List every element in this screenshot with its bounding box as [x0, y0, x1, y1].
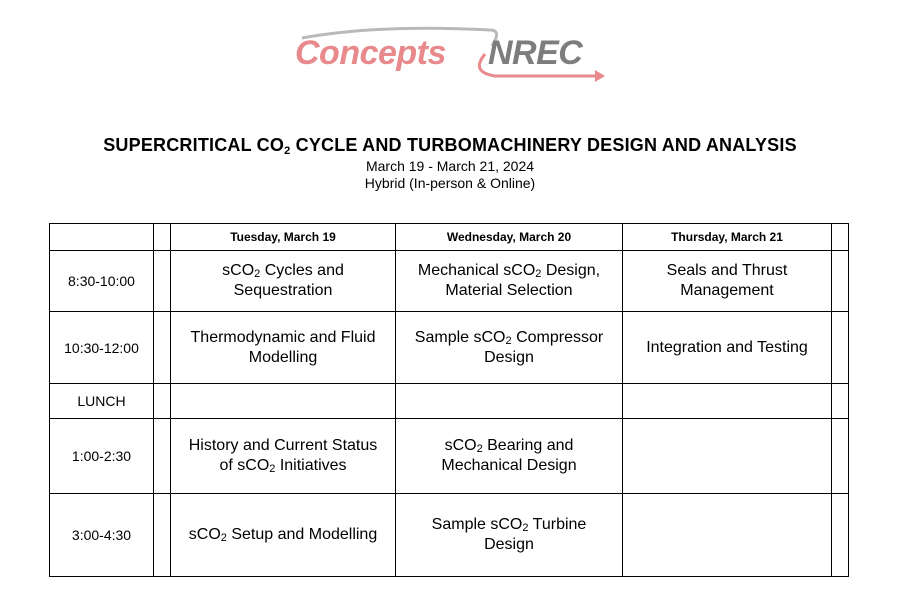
spacer-cell [832, 224, 849, 251]
subscript: 2 [476, 443, 483, 455]
header-time-cell [50, 224, 154, 251]
spacer-cell [154, 494, 171, 577]
spacer-cell [832, 419, 849, 494]
schedule-table [49, 223, 849, 577]
time-slot: 8:30-10:00 [50, 251, 154, 312]
session-cell: Seals and Thrust Management [623, 251, 832, 312]
session-cell [171, 384, 396, 419]
subscript: 2 [522, 522, 529, 534]
concepts-nrec-logo [290, 24, 610, 86]
session-cell: Thermodynamic and Fluid Modelling [171, 312, 396, 384]
course-dates: March 19 - March 21, 2024 [365, 158, 535, 174]
spacer-cell [154, 419, 171, 494]
subscript: 2 [269, 463, 276, 475]
session-cell: Sample sCO$_2$ Turbine Design [396, 494, 623, 577]
subscript: 2 [535, 268, 542, 280]
spacer-cell [154, 251, 171, 312]
title-subscript: 2 [284, 145, 291, 157]
subscript: 2 [220, 532, 227, 544]
spacer-cell [154, 224, 171, 251]
spacer-cell [832, 494, 849, 577]
session-cell: History and Current Status of sCO$_2$ Initiatives [171, 419, 396, 494]
spacer-cell [832, 384, 849, 419]
subscript: 2 [254, 268, 261, 280]
session-cell [623, 384, 832, 419]
logo-word-nrec: NREC [488, 34, 583, 72]
spacer-cell [832, 312, 849, 384]
session-cell: Sample sCO$_2$ Compressor Design [396, 312, 623, 384]
day-header: Wednesday, March 20 [396, 224, 623, 251]
spacer-cell [154, 312, 171, 384]
schedule-row [50, 312, 849, 384]
day-header: Thursday, March 21 [623, 224, 832, 251]
session-cell: sCO$_2$ Bearing and Mechanical Design [396, 419, 623, 494]
time-slot: LUNCH [50, 384, 154, 419]
schedule-header-row [50, 224, 849, 251]
title-part-2: CYCLE AND TURBOMACHINERY DESIGN AND ANALYSIS [290, 135, 797, 155]
spacer-cell [154, 384, 171, 419]
session-cell [623, 494, 832, 577]
session-cell: Mechanical sCO$_2$ Design, Material Selection [396, 251, 623, 312]
logo-word-concepts: Concepts [295, 34, 446, 72]
day-header: Tuesday, March 19 [171, 224, 396, 251]
time-slot: 10:30-12:00 [50, 312, 154, 384]
schedule-row [50, 384, 849, 419]
schedule-row [50, 419, 849, 494]
schedule-row [50, 251, 849, 312]
session-cell [396, 384, 623, 419]
page-title [0, 135, 900, 157]
time-slot: 1:00-2:30 [50, 419, 154, 494]
schedule-row [50, 494, 849, 577]
spacer-cell [832, 251, 849, 312]
session-cell [623, 419, 832, 494]
session-cell: Integration and Testing [623, 312, 832, 384]
session-cell: sCO$_2$ Cycles and Sequestration [171, 251, 396, 312]
session-cell: sCO$_2$ Setup and Modelling [171, 494, 396, 577]
time-slot: 3:00-4:30 [50, 494, 154, 577]
title-part-1: SUPERCRITICAL CO [103, 135, 285, 155]
course-format: Hybrid (In-person & Online) [364, 175, 536, 191]
subscript: 2 [505, 334, 512, 347]
